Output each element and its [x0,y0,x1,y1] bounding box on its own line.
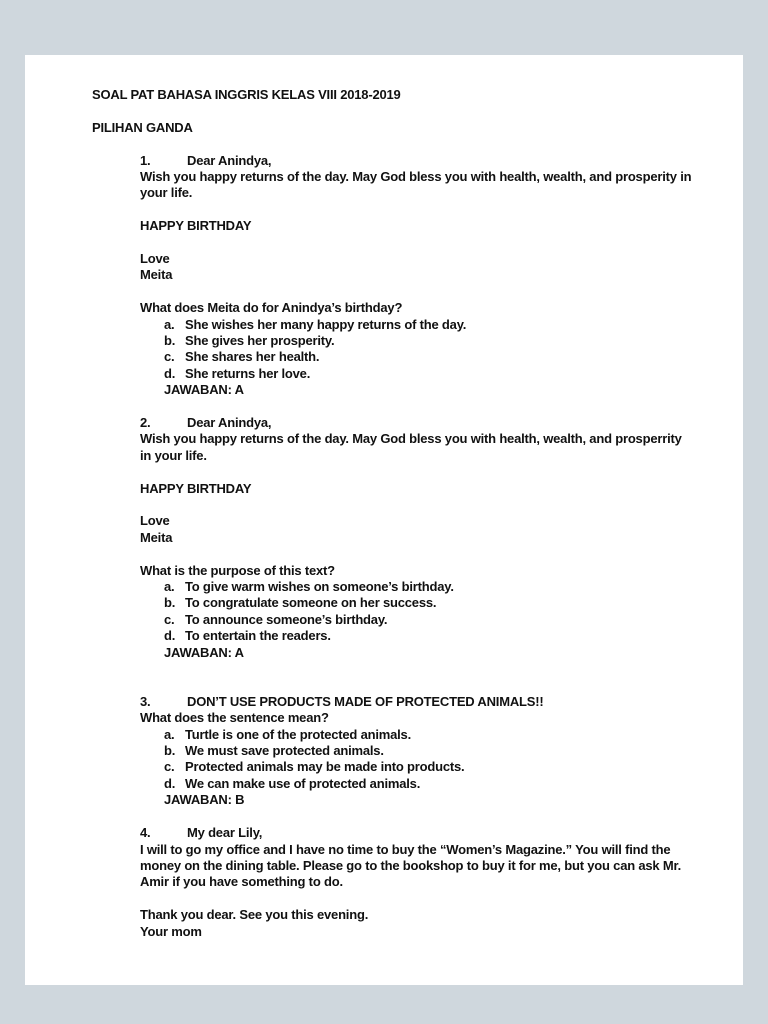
spacer [92,891,683,907]
option-letter: a. [164,316,175,332]
option-row [92,333,683,349]
question-text: What does Meita do for Anindya’s birthday? [140,300,403,316]
card-title: HAPPY BIRTHDAY [140,218,252,234]
option-row [92,727,683,743]
spacer [92,809,683,825]
spacer [92,677,683,693]
option-letter: c. [164,349,175,365]
option-text: To give warm wishes on someone’s birthday. [185,579,454,595]
answer-label: JAWABAN: B [164,792,245,808]
answer-label: JAWABAN: A [164,644,244,660]
question-4 [92,825,683,940]
option-text: Protected animals may be made into products. [185,759,465,775]
option-row [92,776,683,792]
card-title: HAPPY BIRTHDAY [140,480,252,496]
paragraph-line: Amir if you have something to do. [140,874,343,890]
paragraph-line: Wish you happy returns of the day. May God bless you with health, wealth, and prosperity in [140,169,692,184]
spacer [92,464,683,480]
option-letter: d. [164,628,176,644]
question-first-line [92,415,683,431]
spacer [92,103,683,119]
question-number: 2. [140,415,151,431]
answer-label: JAWABAN: A [164,382,244,398]
option-row [92,743,683,759]
paragraph-line: in your life. [140,447,207,463]
option-letter: d. [164,365,176,381]
question-text: What does the sentence mean? [140,710,329,726]
spacer [92,202,683,218]
question-number: 4. [140,825,151,841]
section-heading: PILIHAN GANDA [92,119,193,135]
paragraph-line: your life. [140,185,193,201]
card-closing: Love [140,513,170,529]
question-2 [92,415,683,661]
option-text: To entertain the readers. [185,628,331,644]
paragraph-line: money on the dining table. Please go to the bookshop to buy it for me, but you can ask Mr. [140,857,682,873]
option-text: She returns her love. [185,365,311,381]
option-row [92,579,683,595]
option-letter: a. [164,726,175,742]
option-row [92,759,683,775]
option-text: To congratulate someone on her success. [185,595,437,611]
option-row [92,349,683,365]
question-statement: DON’T USE PRODUCTS MADE OF PROTECTED ANIMALS!! [187,693,544,709]
option-letter: b. [164,743,176,759]
option-text: We can make use of protected animals. [185,775,421,791]
document-page [25,55,743,985]
spacer [92,497,683,513]
card-sender: Meita [140,267,173,283]
option-text: Turtle is one of the protected animals. [185,726,411,742]
option-text: She gives her prosperity. [185,333,335,349]
option-row [92,628,683,644]
question-first-line [92,694,683,710]
letter-closing-line: Thank you dear. See you this evening. [140,907,369,923]
paragraph-line: Wish you happy returns of the day. May God bless you with health, wealth, and prosperrity [140,431,682,447]
option-letter: c. [164,759,175,775]
option-row [92,612,683,628]
question-first-line [92,825,683,841]
spacer [92,136,683,152]
option-letter: c. [164,611,175,627]
card-sender: Meita [140,529,173,545]
option-row [92,317,683,333]
question-number: 3. [140,693,151,709]
question-salutation: Dear Anindya, [187,152,272,168]
letter-signature: Your mom [140,923,202,939]
option-letter: b. [164,333,176,349]
spacer [92,546,683,562]
question-first-line [92,153,683,169]
document-title: SOAL PAT BAHASA INGGRIS KELAS VIII 2018-2019 [92,87,401,102]
option-letter: a. [164,579,175,595]
spacer [92,399,683,415]
question-number: 1. [140,152,151,168]
card-closing: Love [140,251,170,266]
option-text: She wishes her many happy returns of the day. [185,316,467,332]
spacer [92,661,683,677]
spacer [92,235,683,251]
option-text: We must save protected animals. [185,743,384,759]
paragraph-line: I will to go my office and I have no time to buy the “Women’s Magazine.” You will find the [140,841,671,857]
question-3 [92,694,683,809]
option-text: To announce someone’s birthday. [185,611,388,627]
question-salutation: Dear Anindya, [187,415,272,431]
spacer [92,284,683,300]
question-1 [92,152,692,399]
option-text: She shares her health. [185,349,320,365]
option-row [92,595,683,611]
document-content [25,55,743,940]
question-salutation: My dear Lily, [187,825,263,841]
question-text: What is the purpose of this text? [140,562,335,578]
option-row [92,366,683,382]
option-letter: b. [164,595,176,611]
option-letter: d. [164,775,176,791]
